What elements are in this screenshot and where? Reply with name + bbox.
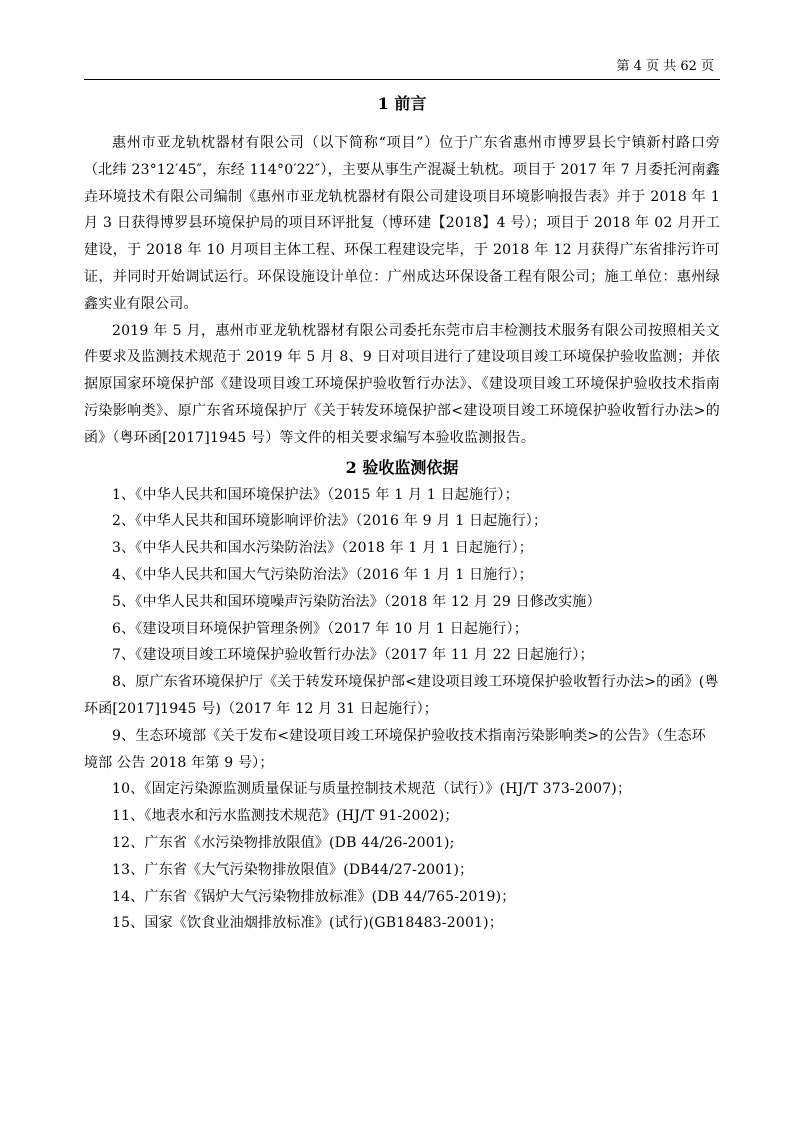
reference-item: 6、《建设项目环境保护管理条例》（2017 年 10 月 1 日起施行）；	[112, 620, 528, 637]
reference-item: 15、国家《饮食业油烟排放标准》(试行)(GB18483-2001)；	[112, 915, 504, 932]
reference-item: 7、《建设项目竣工环境保护验收暂行办法》（2017 年 11 月 22 日起施行）；	[112, 647, 594, 664]
section-2-title: 2 验收监测依据	[345, 457, 459, 477]
page-header	[84, 59, 720, 80]
reference-item: 14、广东省《锅炉大气污染物排放标准》(DB 44/765-2019)；	[112, 888, 516, 905]
reference-list	[84, 482, 720, 938]
section-1-title: 1 前言	[377, 94, 427, 113]
reference-item: 13、广东省《大气污染物排放限值》(DB44/27-2001)；	[112, 861, 474, 878]
intro-paragraph-2: 2019 年 5 月，惠州市亚龙轨枕器材有限公司委托东莞市启丰检测技术服务有限公司按照相关文件要求及监测技术规范于 2019 年 5 月 8、9 日对项目进行了建设项目竣工环境保护验收监测；并依据原国家环境保护部《建设项目竣工环境保护验收暂行办法》、《建设项目竣工环境保护验收技术指南污染影响类》、原广东省环境保护厅《关于转发环境保护部<建设项目竣工环境保护验收暂行办法>的函》（粤环函[2017]1945 号）等文件的相关要求编写本验收监测报告。	[84, 322, 720, 446]
reference-item: 9、生态环境部《关于发布<建设项目竣工环境保护验收技术指南污染影响类>的公告》（生态环境部 公告 2018 年第 9 号）；	[84, 727, 706, 771]
page-number: 第 4 页 共 62 页	[616, 59, 714, 74]
document-body	[84, 92, 720, 937]
reference-item: 5、《中华人民共和国环境噪声污染防治法》（2018 年 12 月 29 日修改实施）	[112, 593, 601, 610]
reference-item: 2、《中华人民共和国环境影响评价法》（2016 年 9 月 1 日起施行）；	[112, 513, 548, 530]
reference-item: 8、原广东省环境保护厅《关于转发环境保护部<建设项目竣工环境保护验收暂行办法>的函》(粤环函[2017]1945 号)（2017 年 12 月 31 日起施行）；	[84, 674, 719, 717]
reference-item: 10、《固定污染源监测质量保证与质量控制技术规范（试行）》(HJ/T 373-2007)；	[112, 781, 632, 798]
reference-item: 12、广东省《水污染物排放限值》(DB 44/26-2001);	[112, 834, 455, 851]
intro-paragraph-1: 惠州市亚龙轨枕器材有限公司（以下简称“项目”）位于广东省惠州市博罗县长宁镇新村路口旁（北纬 23°12′45″，东经 114°0′22″），主要从事生产混凝土轨枕。项目于 2017 年 7 月委托河南鑫垚环境技术有限公司编制《惠州市亚龙轨枕器材有限公司建设项目环境影响报告表》并于 2018 年 1 月 3 日获得博罗县环境保护局的项目环评批复（博环建【2018】4 号）；项目于 2018 年 02 月开工建设，于 2018 年 10 月项目主体工程、环保工程建设完毕，于 2018 年 12 月获得广东省排污许可证，并同时开始调试运行。环保设施设计单位：广州成达环保设备工程有限公司；施工单位：惠州绿鑫实业有限公司。	[84, 135, 720, 312]
reference-item: 11、《地表水和污水监测技术规范》(HJ/T 91-2002)；	[112, 808, 459, 825]
reference-item: 1、《中华人民共和国环境保护法》（2015 年 1 月 1 日起施行）；	[112, 486, 519, 503]
reference-item: 4、《中华人民共和国大气污染防治法》（2016 年 1 月 1 日施行）；	[112, 566, 533, 583]
reference-item: 3、《中华人民共和国水污染防治法》（2018 年 1 月 1 日起施行）；	[112, 540, 533, 557]
